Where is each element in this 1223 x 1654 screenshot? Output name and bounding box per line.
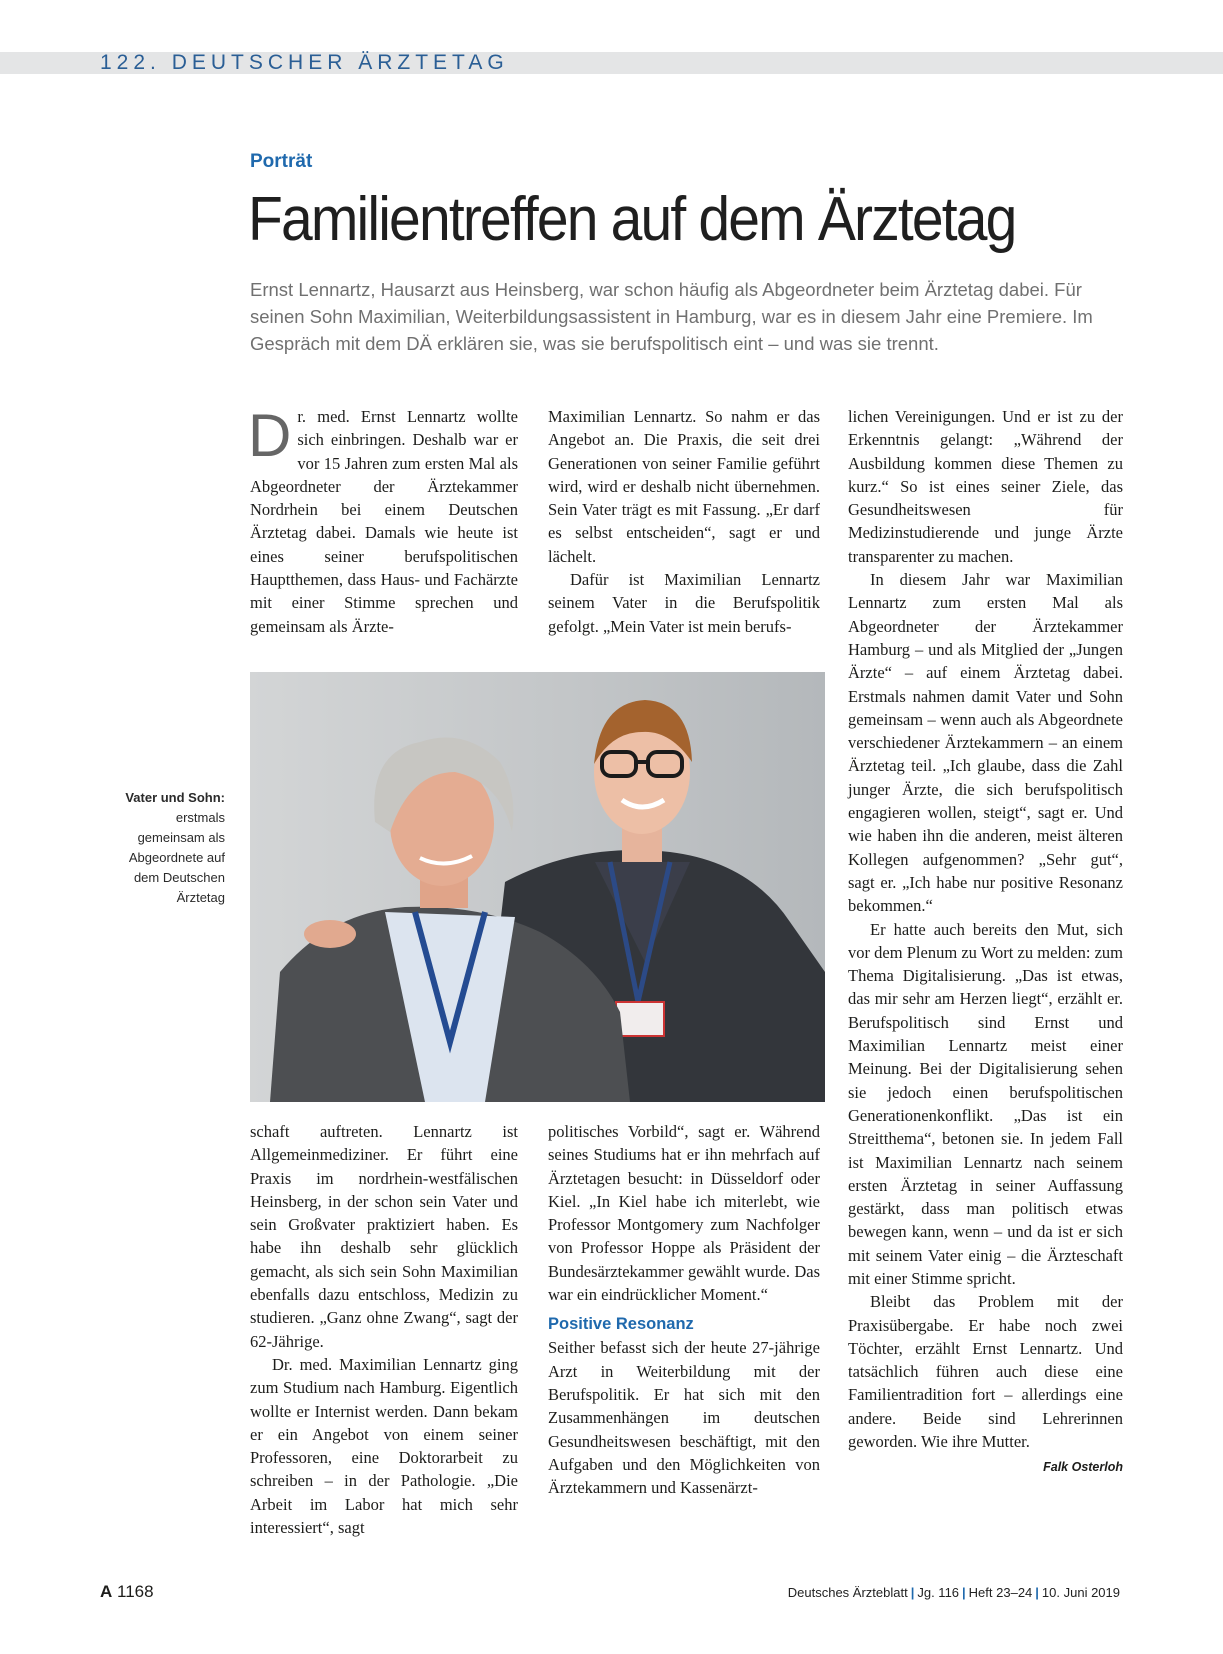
- paragraph: Er hatte auch bereits den Mut, sich vor dem Plenum zu Wort zu melden: zum Thema Digitalisierung. „Das ist etwas, das mir sehr am Herzen liegt“, erzählt er. Berufspolitisch sind Ernst und Maximilian Lennartz meist einer Meinung. Bei der Digitalisierung sehen sie jedoch einen berufspolitischen Generationenkonflikt. „Das ist ein Streitthema“, betonen sie. In jedem Fall ist Maximilian Lennartz nach seinem ersten Ärztetag in seiner Auffassung gestärkt, dass man politisch etwas bewegen kann, wenn – und da ist er sich mit seinem Vater einig – die Ärzteschaft mit einer Stimme spricht.: [848, 919, 1123, 1288]
- father-son-photo: [250, 672, 825, 1102]
- paragraph: schaft auftreten. Lennartz ist Allgemeinmediziner. Er führt eine Praxis im nordrhein-westfälischen Heinsberg, in der schon sein Vater und sein Großvater praktiziert haben. Es habe ihn deshalb sehr glücklich gemacht, als sich sein Sohn Maximilian ebenfalls dazu entschloss, Medizin zu studieren. „Ganz ohne Zwang“, sagt der 62-Jährige.: [250, 1122, 518, 1351]
- photo-caption: [115, 788, 225, 908]
- page-number-value: 1168: [117, 1582, 154, 1601]
- paragraph: politisches Vorbild“, sagt er. Während seines Studiums hat er ihn mehrfach auf Ärztetagen besucht: in Düsseldorf oder Kiel. „In Kiel habe ich miterlebt, wie Professor Montgomery zum Nachfolger von Professor Hoppe als Präsident der Bundesärztekammer gewählt wurde. Das war ein eindrücklicher Moment.“: [548, 1122, 820, 1305]
- page-number: [100, 1582, 154, 1602]
- column-2-top: [548, 405, 820, 638]
- journal-volume: Jg. 116: [917, 1585, 960, 1600]
- article-headline: Familientreffen auf dem Ärztetag: [248, 185, 1016, 254]
- journal-date: 10. Juni 2019: [1041, 1585, 1120, 1600]
- article-photo: [250, 672, 825, 1102]
- paragraph: Seither befasst sich der heute 27-jährige Arzt in Weiterbildung mit der Berufspolitik. Er hat sich mit den Zusammenhängen im deutschen Gesundheitswesen beschäftigt, mit den Aufgaben und den Möglichkeiten von Ärztekammern und Kassenärzt-: [548, 1338, 820, 1498]
- caption-title: Vater und Sohn:: [125, 790, 225, 805]
- article-kicker: Porträt: [250, 151, 313, 172]
- section-label: 122. DEUTSCHER ÄRZTETAG: [100, 51, 509, 74]
- journal-issue: Heft 23–24: [968, 1585, 1033, 1600]
- article-lede: Ernst Lennartz, Hausarzt aus Heinsberg, war schon häufig als Abgeordneter beim Ärztetag dabei. Für seinen Sohn Maximilian, Weiterbildungsassistent in Hamburg, war es in diesem Jahr eine Premiere. Im Gespräch mit dem DÄ erklären sie, was sie berufspolitisch eint – und was sie trennt.: [250, 279, 1093, 354]
- paragraph: Dr. med. Maximilian Lennartz ging zum Studium nach Hamburg. Eigentlich wollte er Internist werden. Dann bekam er ein Angebot von einem seiner Professoren, eine Doktorarbeit zu schreiben – in der Pathologie. „Die Arbeit im Labor hat mich sehr interessiert“, sagt: [250, 1354, 518, 1538]
- author-byline: Falk Osterloh: [1043, 1460, 1123, 1475]
- paragraph: r. med. Ernst Lennartz wollte sich einbringen. Deshalb war er vor 15 Jahren zum ersten Mal als Abgeordneter der Ärztekammer Nordrhein bei einem Deutschen Ärztetag dabei. Damals wie heute ist eines seiner berufspolitischen Hauptthemen, dass Haus- und Fachärzte mit einer Stimme sprechen und gemeinsam als Ärzte-: [250, 407, 518, 636]
- journal-name: Deutsches Ärzteblatt: [787, 1585, 908, 1600]
- paragraph: lichen Vereinigungen. Und er ist zu der Erkenntnis gelangt: „Während der Ausbildung kommen diese Themen zu kurz.“ So ist eines seiner Ziele, das Gesundheitswesen für Medizinstudierende und junge Ärzte transparenter zu machen.: [848, 407, 1123, 566]
- column-1-top: [248, 402, 518, 638]
- column-3: [848, 405, 1123, 1480]
- paragraph: Dafür ist Maximilian Lennartz seinem Vater in die Berufspolitik gefolgt. „Mein Vater ist mein berufs-: [548, 570, 820, 636]
- column-1-bottom: [250, 1120, 518, 1539]
- paragraph-text: Bleibt das Problem mit der Praxisübergabe. Er habe noch zwei Töchter, erzählt Ernst Lennartz. Und tatsächlich führen auch diese eine Familientradition fort – allerdings eine andere. Beide sind Lehrerinnen geworden. Wie ihre Mutter.: [848, 1292, 1123, 1452]
- caption-text: erstmals gemeinsam als Abgeordnete auf dem Deutschen Ärztetag: [128, 810, 225, 905]
- page-prefix: A: [100, 1582, 113, 1601]
- column-2-bottom: [548, 1120, 820, 1499]
- journal-info: Deutsches Ärzteblatt | Jg. 116 | Heft 23–24 | 10. Juni 2019: [787, 1585, 1120, 1600]
- paragraph: Maximilian Lennartz. So nahm er das Angebot an. Die Praxis, die seit drei Generationen von seiner Familie geführt wird, wird er deshalb nicht übernehmen. Sein Vater trägt es mit Fassung. „Er darf es selbst entscheiden“, sagt er und lächelt.: [548, 407, 820, 566]
- paragraph: In diesem Jahr war Maximilian Lennartz zum ersten Mal als Abgeordneter der Ärztekammer Hamburg – und als Mitglied der „Jungen Ärzte“ – auf einem Ärztetag dabei. Erstmals nahmen damit Vater und Sohn gemeinsam – wenn auch als Abgeordnete verschiedener Ärztekammern – an einem Ärztetag teil. „Ich glaube, dass die Zahl junger Ärzte, die sich berufspolitisch engagieren wollen, steigt“, sagt er. Und wie haben ihn die anderen, meist älteren Kollegen aufgenommen? „Sehr gut“, sagt er. „Ich habe nur positive Resonanz bekommen.“: [848, 570, 1123, 916]
- paragraph: [848, 1290, 1123, 1475]
- subheading: Positive Resonanz: [548, 1315, 694, 1334]
- drop-cap: D: [248, 402, 292, 469]
